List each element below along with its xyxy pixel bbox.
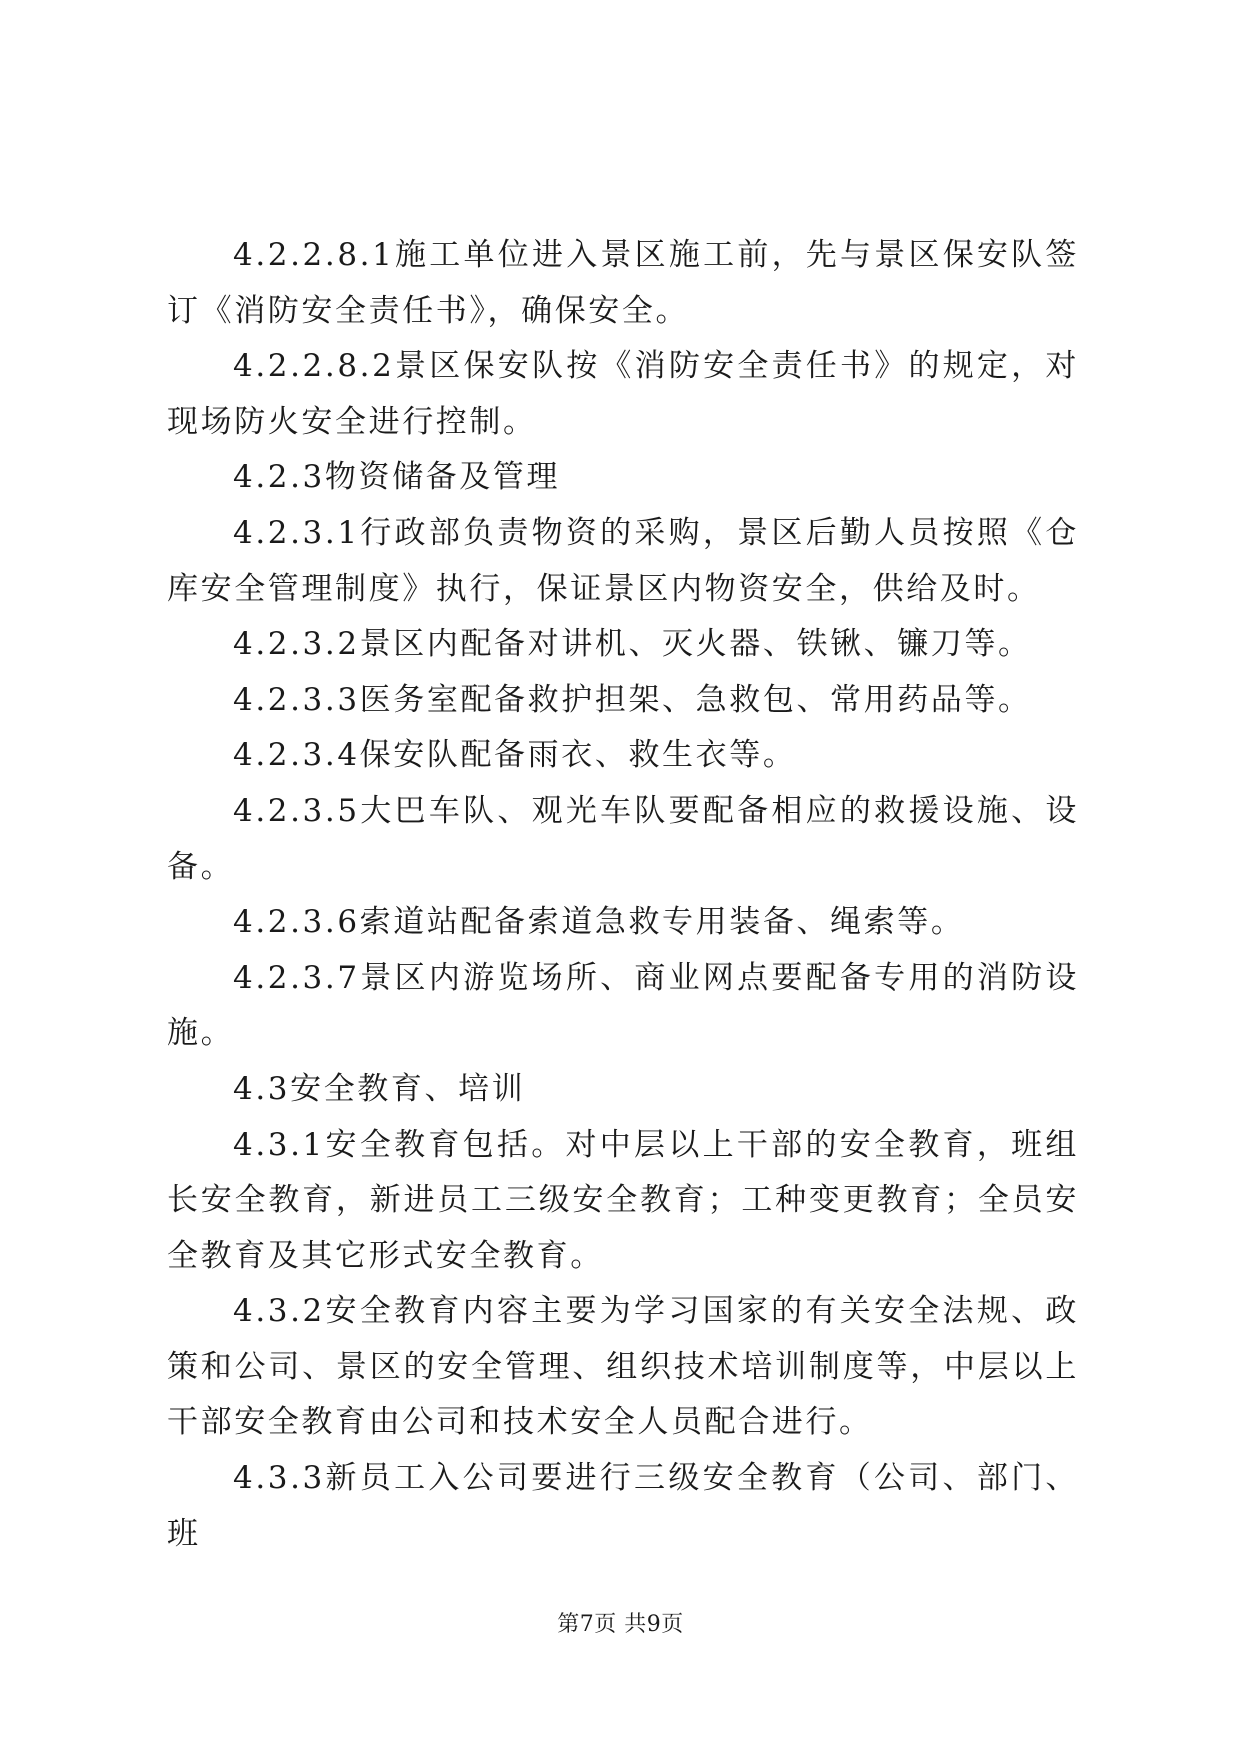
paragraph-4-3-1: 4.3.1安全教育包括。对中层以上干部的安全教育，班组长安全教育，新进员工三级安全教育；工种变更教育；全员安全教育及其它形式安全教育。 [167, 1126, 1079, 1274]
paragraph-4-2-3-6: 4.2.3.6索道站配备索道急救专用装备、绳索等。 [233, 904, 965, 941]
paragraph-4-2-2-8-2: 4.2.2.8.2景区保安队按《消防安全责任书》的规定，对现场防火安全进行控制。 [167, 348, 1079, 440]
page-number-footer: 第7页 共9页 [557, 1612, 684, 1637]
paragraph-4-2-3-4: 4.2.3.4保安队配备雨衣、救生衣等。 [233, 737, 797, 774]
document-body [167, 228, 1079, 1562]
paragraph-4-2-2-8-1: 4.2.2.8.1施工单位进入景区施工前，先与景区保安队签订《消防安全责任书》，确保安全。 [167, 237, 1079, 329]
paragraph-4-2-3-7: 4.2.3.7景区内游览场所、商业网点要配备专用的消防设施。 [167, 959, 1079, 1052]
paragraph-4-3-2: 4.3.2安全教育内容主要为学习国家的有关安全法规、政策和公司、景区的安全管理、组织技术培训制度等，中层以上干部安全教育由公司和技术安全人员配合进行。 [167, 1293, 1079, 1441]
heading-4-2-3: 4.2.3物资储备及管理 [233, 459, 561, 496]
paragraph-4-2-3-3: 4.2.3.3医务室配备救护担架、急救包、常用药品等。 [233, 681, 1032, 718]
paragraph-4-2-3-2: 4.2.3.2景区内配备对讲机、灭火器、铁锹、镰刀等。 [233, 626, 1032, 663]
paragraph-4-2-3-5: 4.2.3.5大巴车队、观光车队要配备相应的救援设施、设备。 [167, 792, 1079, 885]
heading-4-3: 4.3安全教育、培训 [233, 1070, 526, 1107]
paragraph-4-3-3: 4.3.3新员工入公司要进行三级安全教育（公司、部门、班 [167, 1460, 1079, 1552]
paragraph-4-2-3-1: 4.2.3.1行政部负责物资的采购，景区后勤人员按照《仓库安全管理制度》执行，保证景区内物资安全，供给及时。 [167, 514, 1079, 607]
